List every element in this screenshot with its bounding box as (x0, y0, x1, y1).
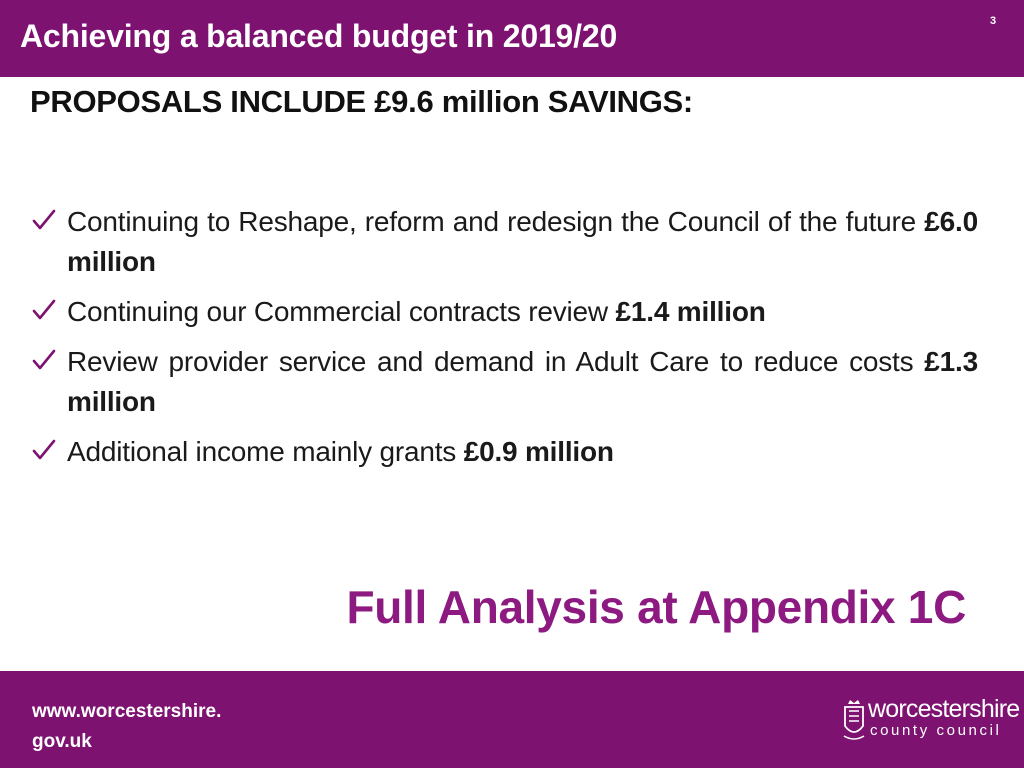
list-item (30, 202, 978, 282)
footer-url-line1: www.worcestershire. (32, 701, 222, 722)
list-item (30, 292, 978, 332)
bullet-amount: £0.9 million (463, 436, 614, 467)
bullet-amount: £6.0 million (67, 206, 978, 277)
checkmark-icon (30, 436, 58, 464)
council-logo (842, 695, 1020, 745)
header-bar (0, 0, 1024, 77)
bullet-text: Continuing our Commercial contracts review (67, 296, 608, 327)
checkmark-icon (30, 206, 58, 234)
crest-icon (842, 698, 866, 742)
appendix-callout: Full Analysis at Appendix 1C (346, 581, 966, 633)
bullet-amount: £1.4 million (615, 296, 766, 327)
savings-list (30, 202, 978, 482)
bullet-amount: £1.3 million (67, 346, 978, 417)
logo-wordmark: worcestershire (868, 695, 1020, 723)
bullet-text: Additional income mainly grants (67, 436, 457, 467)
footer-url[interactable] (32, 697, 252, 757)
slide-title: Achieving a balanced budget in 2019/20 (20, 18, 618, 54)
bullet-text: Review provider service and demand in Adult Care to reduce costs (67, 346, 914, 377)
footer-url-line2: gov.uk (32, 731, 92, 752)
checkmark-icon (30, 346, 58, 374)
list-item (30, 432, 978, 472)
slide-number: 3 (989, 15, 997, 27)
list-item (30, 342, 978, 422)
proposals-heading: PROPOSALS INCLUDE £9.6 million SAVINGS: (30, 84, 693, 119)
logo-subtitle: county council (870, 722, 1002, 739)
bullet-text: Continuing to Reshape, reform and redesign the Council of the future (67, 206, 917, 237)
checkmark-icon (30, 296, 58, 324)
